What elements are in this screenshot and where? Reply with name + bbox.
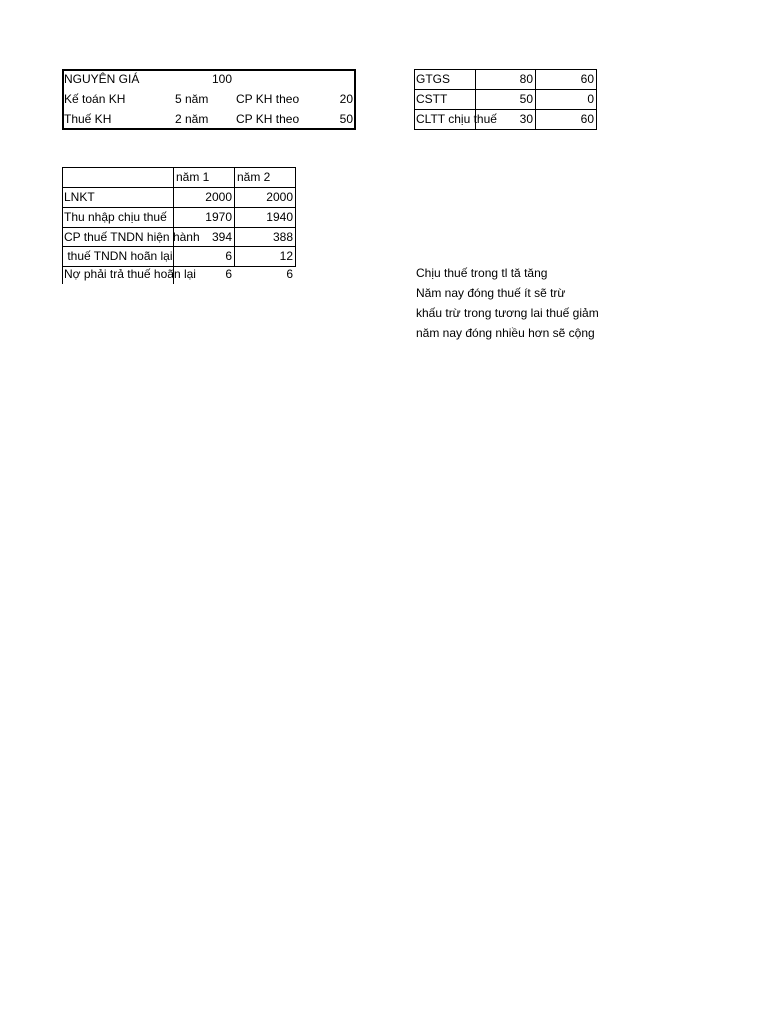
book-value-label[interactable]: GTGS [416, 72, 451, 86]
current-tax-expense-label[interactable]: CP thuế TNDN hiện hành [64, 230, 200, 244]
note-line-1[interactable]: Chịu thuế trong tl tă tăng [416, 266, 548, 280]
note-line-4[interactable]: năm nay đóng nhiều hơn sẽ cộng [416, 326, 595, 340]
accounting-depreciation-years[interactable]: 5 năm [175, 92, 209, 106]
tax-base-y2[interactable]: 0 [587, 92, 594, 106]
deferred-tax-liability-y1[interactable]: 6 [225, 267, 232, 281]
tax-depreciation-desc[interactable]: CP KH theo [236, 112, 300, 126]
current-tax-expense-y1[interactable]: 394 [211, 230, 232, 244]
book-value-y1[interactable]: 80 [519, 72, 533, 86]
asset-cost-label[interactable]: NGUYÊN GIÁ [64, 72, 140, 86]
header-year-1[interactable]: năm 1 [176, 170, 210, 184]
accounting-profit-label[interactable]: LNKT [64, 190, 95, 204]
temp-difference-label[interactable]: CLTT chịu thuế [416, 112, 497, 126]
header-empty[interactable] [62, 167, 173, 187]
book-value-y2[interactable]: 60 [580, 72, 594, 86]
tax-base-label[interactable]: CSTT [416, 92, 448, 106]
accounting-depreciation-label[interactable]: Kế toán KH [64, 92, 126, 106]
taxable-income-y1[interactable]: 1970 [205, 210, 232, 224]
taxable-income-y2[interactable]: 1940 [266, 210, 293, 224]
accounting-profit-y1[interactable]: 2000 [205, 190, 232, 204]
deferred-tax-y2[interactable]: 12 [279, 249, 293, 263]
deferred-tax-label[interactable]: thuế TNDN hoãn lại [64, 249, 173, 263]
deferred-tax-y1[interactable]: 6 [225, 249, 232, 263]
accounting-depreciation-amount[interactable]: 20 [339, 92, 353, 106]
tax-depreciation-years[interactable]: 2 năm [175, 112, 209, 126]
temp-difference-y1[interactable]: 30 [519, 112, 533, 126]
asset-cost-value[interactable]: 100 [212, 72, 233, 86]
temp-difference-y2[interactable]: 60 [580, 112, 594, 126]
header-year-2[interactable]: năm 2 [237, 170, 271, 184]
tax-depreciation-amount[interactable]: 50 [339, 112, 353, 126]
accounting-depreciation-desc[interactable]: CP KH theo [236, 92, 300, 106]
tax-base-y1[interactable]: 50 [519, 92, 533, 106]
deferred-tax-liability-label[interactable]: Nợ phải trả thuế hoãn lại [64, 267, 196, 281]
taxable-income-label[interactable]: Thu nhập chịu thuế [64, 210, 167, 224]
deferred-tax-liability-y2[interactable]: 6 [286, 267, 293, 281]
note-line-3[interactable]: khấu trừ trong tương lai thuế giảm [416, 306, 599, 320]
current-tax-expense-y2[interactable]: 388 [272, 230, 293, 244]
tax-depreciation-label[interactable]: Thuế KH [64, 112, 112, 126]
note-line-2[interactable]: Năm nay đóng thuế ít sẽ trừ [416, 286, 566, 300]
grid-line [295, 167, 296, 267]
accounting-profit-y2[interactable]: 2000 [266, 190, 293, 204]
